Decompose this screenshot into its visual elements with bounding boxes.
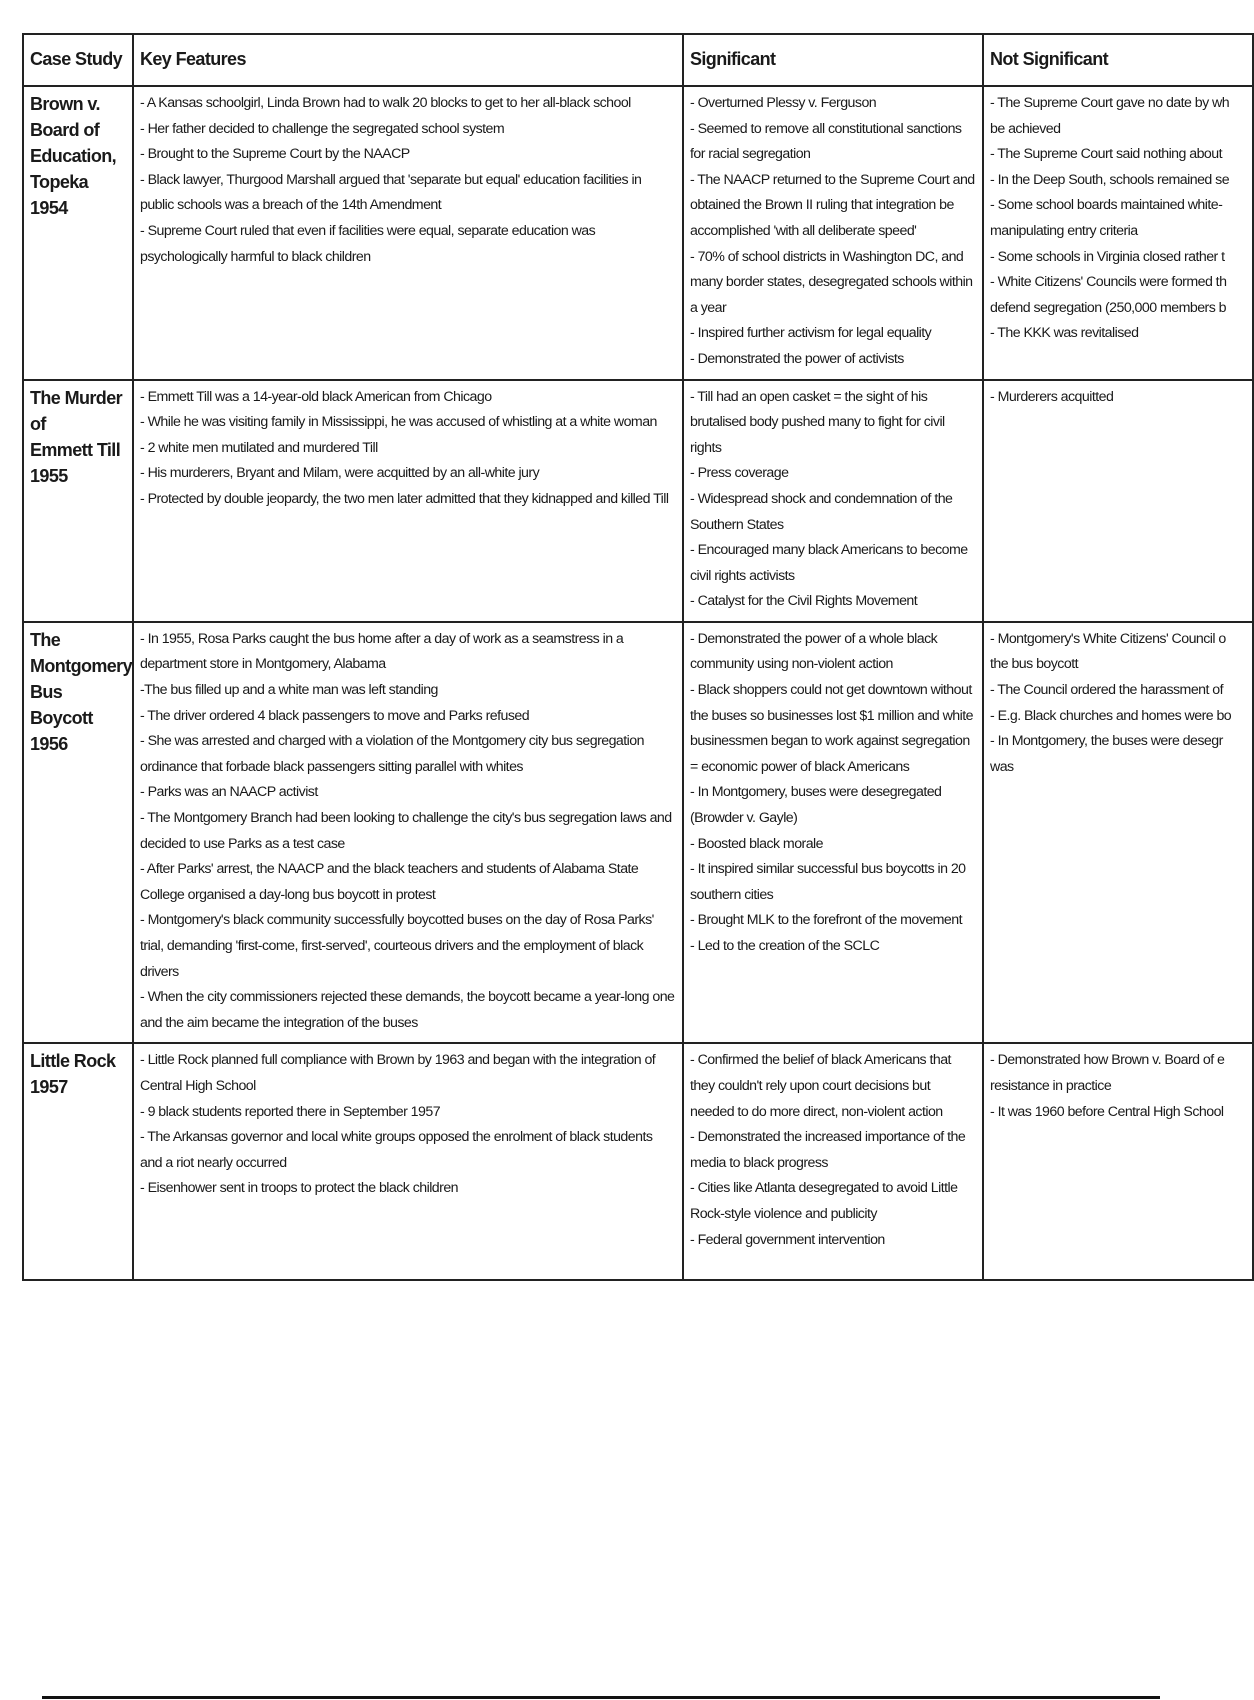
table-row <box>23 86 1253 380</box>
not-significant-cell: - Demonstrated how Brown v. Board of e resistance in practice - It was 1960 before Central High School <box>983 1043 1253 1280</box>
header-key-features: Key Features <box>133 34 683 86</box>
case-study-cell: Little Rock 1957 <box>23 1043 133 1280</box>
table-row <box>23 380 1253 622</box>
case-study-table <box>22 33 1254 1281</box>
case-study-cell: The Murder of Emmett Till 1955 <box>23 380 133 622</box>
key-features-cell: - A Kansas schoolgirl, Linda Brown had to walk 20 blocks to get to her all-black school - Her father decided to challenge the segregated school system - Brought to the Supreme Court by the NAACP - Black lawyer, Thurgood Marshall argued that 'separate but equal' education facilities in public schools was a breach of the 14th Amendment - Supreme Court ruled that even if facilities were equal, separate education was psychologically harmful to black children <box>133 86 683 380</box>
case-study-cell: Brown v. Board of Education, Topeka 1954 <box>23 86 133 380</box>
header-case-study: Case Study <box>23 34 133 86</box>
key-features-cell: - Emmett Till was a 14-year-old black American from Chicago - While he was visiting family in Mississippi, he was accused of whistling at a white woman - 2 white men mutilated and murdered Till - His murderers, Bryant and Milam, were acquitted by an all-white jury - Protected by double jeopardy, the two men later admitted that they kidnapped and killed Till <box>133 380 683 622</box>
not-significant-cell: - Montgomery's White Citizens' Council o the bus boycott - The Council ordered the harassment of - E.g. Black churches and homes were bo - In Montgomery, the buses were desegr was <box>983 622 1253 1044</box>
significant-cell: - Till had an open casket = the sight of his brutalised body pushed many to fight for civil rights - Press coverage - Widespread shock and condemnation of the Southern States - Encouraged many black Americans to become civil rights activists - Catalyst for the Civil Rights Movement <box>683 380 983 622</box>
significant-cell: - Demonstrated the power of a whole black community using non-violent action - Black shoppers could not get downtown without the buses so businesses lost $1 million and white businessmen began to work against segregation = economic power of black Americans - In Montgomery, buses were desegregated (Browder v. Gayle) - Boosted black morale - It inspired similar successful bus boycotts in 20 southern cities - Brought MLK to the forefront of the movement - Led to the creation of the SCLC <box>683 622 983 1044</box>
not-significant-cell: - The Supreme Court gave no date by wh be achieved - The Supreme Court said nothing about - In the Deep South, schools remained se - Some school boards maintained white- manipulating entry criteria - Some schools in Virginia closed rather t - White Citizens' Councils were formed th defend segregation (250,000 members b - The KKK was revitalised <box>983 86 1253 380</box>
header-not-significant: Not Significant <box>983 34 1253 86</box>
significant-cell: - Confirmed the belief of black Americans that they couldn't rely upon court decisions but needed to do more direct, non-violent action - Demonstrated the increased importance of the media to black progress - Cities like Atlanta desegregated to avoid Little Rock-style violence and publicity - Federal government intervention <box>683 1043 983 1280</box>
table-row <box>23 622 1253 1044</box>
case-study-cell: The Montgomery Bus Boycott 1956 <box>23 622 133 1044</box>
key-features-cell: - In 1955, Rosa Parks caught the bus home after a day of work as a seamstress in a department store in Montgomery, Alabama -The bus filled up and a white man was left standing - The driver ordered 4 black passengers to move and Parks refused - She was arrested and charged with a violation of the Montgomery city bus segregation ordinance that forbade black passengers sitting parallel with whites - Parks was an NAACP activist - The Montgomery Branch had been looking to challenge the city's bus segregation laws and decided to use Parks as a test case - After Parks' arrest, the NAACP and the black teachers and students of Alabama State College organised a day-long bus boycott in protest - Montgomery's black community successfully boycotted buses on the day of Rosa Parks' trial, demanding 'first-come, first-served', courteous drivers and the employment of black drivers - When the city commissioners rejected these demands, the boycott became a year-long one and the aim became the integration of the buses <box>133 622 683 1044</box>
header-significant: Significant <box>683 34 983 86</box>
key-features-cell: - Little Rock planned full compliance with Brown by 1963 and began with the integration of Central High School - 9 black students reported there in September 1957 - The Arkansas governor and local white groups opposed the enrolment of black students and a riot nearly occurred - Eisenhower sent in troops to protect the black children <box>133 1043 683 1280</box>
page-bottom-rule <box>42 1696 1160 1699</box>
table-row <box>23 1043 1253 1280</box>
table-header-row <box>23 34 1253 86</box>
significant-cell: - Overturned Plessy v. Ferguson - Seemed to remove all constitutional sanctions for racial segregation - The NAACP returned to the Supreme Court and obtained the Brown II ruling that integration be accomplished 'with all deliberate speed' - 70% of school districts in Washington DC, and many border states, desegregated schools within a year - Inspired further activism for legal equality - Demonstrated the power of activists <box>683 86 983 380</box>
not-significant-cell: - Murderers acquitted <box>983 380 1253 622</box>
